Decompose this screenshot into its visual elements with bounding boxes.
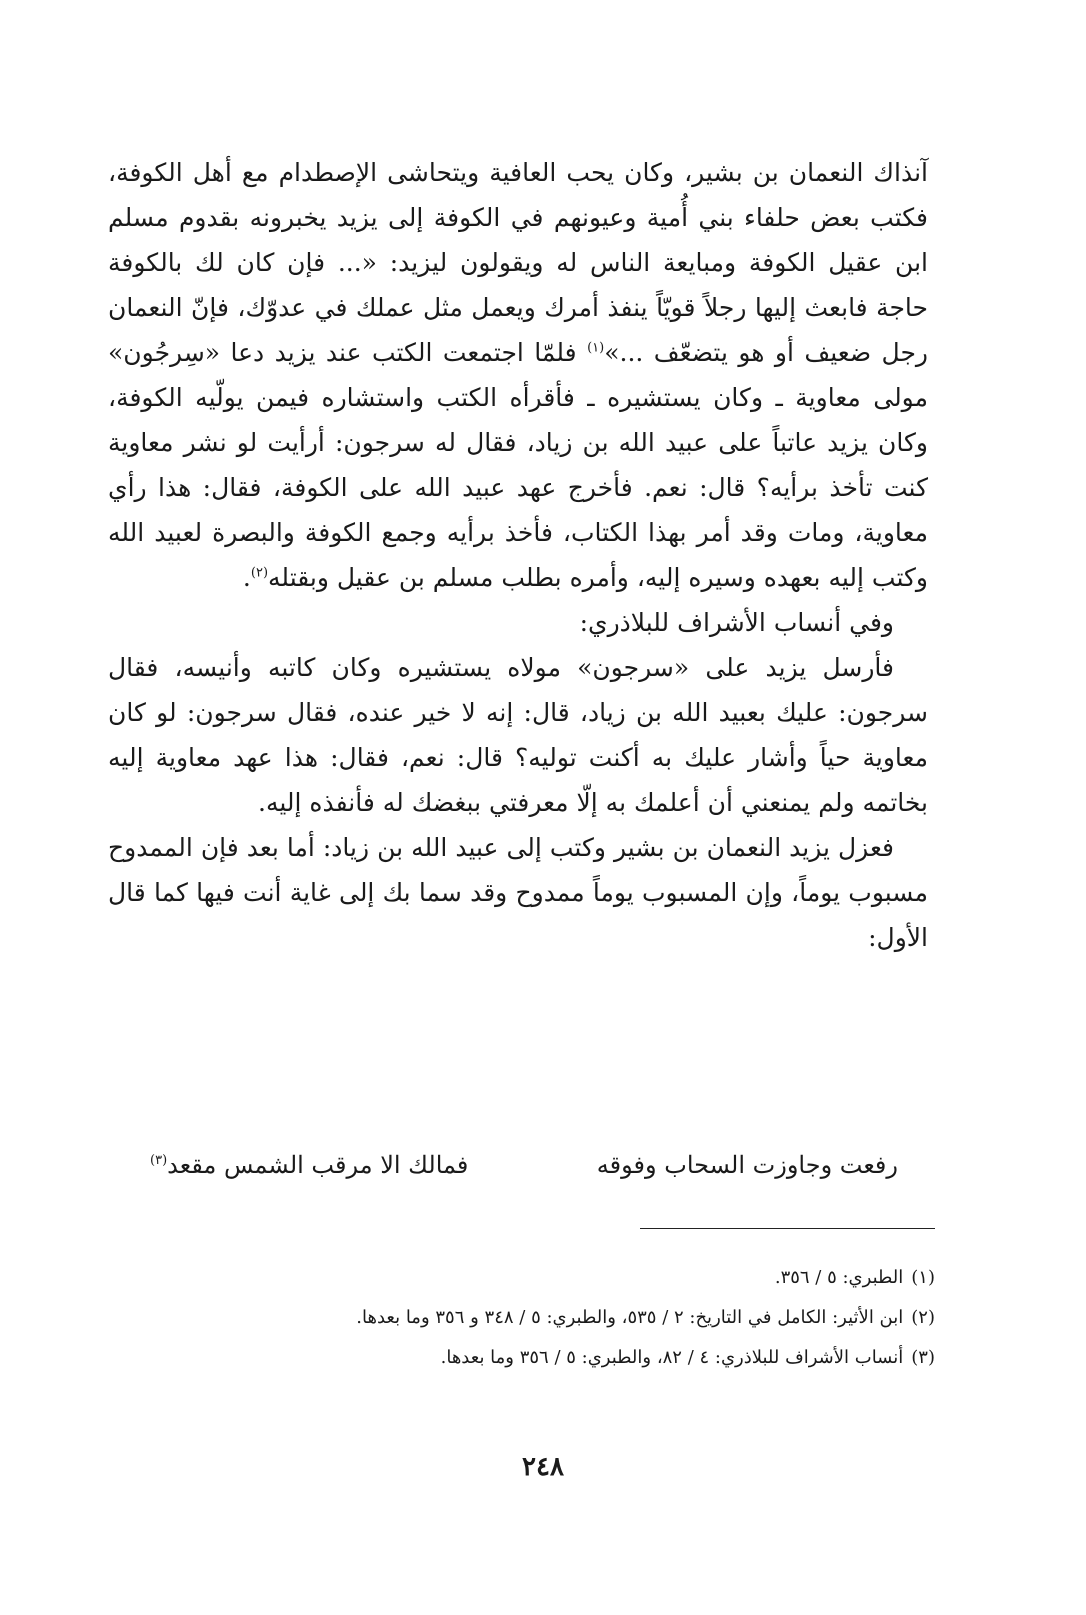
- footnote-3-number: (٣): [911, 1347, 935, 1368]
- footnote-1-number: (١): [911, 1267, 935, 1288]
- paragraph-2: وفي أنساب الأشراف للبلاذري:: [579, 608, 894, 637]
- verse-hemistich-2: [150, 1140, 468, 1190]
- footnote-ref-2: (٢): [250, 565, 269, 581]
- paragraph-1-end: .: [242, 563, 251, 592]
- verse-hemistich-2-text: فمالك الا مرقب الشمس مقعد: [167, 1151, 469, 1179]
- footnote-2-number: (٢): [911, 1307, 935, 1328]
- paragraph-1-text: آنذاك النعمان بن بشير، وكان يحب العافية ويتحاشى الإصطدام مع أهل الكوفة، فكتب بعض حلفاء بني أُمية وعيونهم في الكوفة إلى يزيد يخبرونه بقدوم مسلم ابن عقيل الكوفة ومبايعة الناس له ويقولون ليزيد: «... فإن كان لك بالكوفة حاجة فابعث إليها رجلاً قويّاً ينفذ أمرك ويعمل مثل عملك في عدوّك، فإنّ النعمان رجل ضعيف أو هو يتضعّف ...»: [108, 158, 928, 367]
- paragraph-3: فأرسل يزيد على «سرجون» مولاه يستشيره وكان كاتبه وأنيسه، فقال سرجون: عليك بعبيد الله بن زياد، قال: إنه لا خير عنده، فقال سرجون: لو كان معاوية حياً وأشار عليك به أكنت توليه؟ قال: نعم، فقال: هذا عهد معاوية إليه بخاتمه ولم يمنعني أن أعلمك به إلّا معرفتي ببغضك له فأنفذه إليه.: [108, 653, 928, 817]
- footnote-1-text: الطبري: ٥ / ٣٥٦.: [774, 1267, 904, 1288]
- footnote-2: [150, 1298, 935, 1338]
- verse-hemistich-1: رفعت وجاوزت السحاب وفوقه: [596, 1151, 898, 1179]
- footnote-3-text: أنساب الأشراف للبلاذري: ٤ / ٨٢، والطبري: ٥ / ٣٥٦ وما بعدها.: [440, 1347, 904, 1368]
- page-number: ٢٤٨: [522, 1452, 564, 1482]
- footnote-ref-3: (٣): [150, 1153, 168, 1168]
- paragraph-1: [108, 150, 928, 600]
- footnote-ref-1: (١): [587, 340, 605, 356]
- paragraph-1-continuation: فلمّا اجتمعت الكتب عند يزيد دعا «سِرجُون» مولى معاوية ـ وكان يستشيره ـ فأقرأه الكتب واستشاره فيمن يولّيه الكوفة، وكان يزيد عاتباً على عبيد الله بن زياد، فقال له سرجون: أرأيت لو نشر معاوية كنت تأخذ برأيه؟ قال: نعم. فأخرج عهد عبيد الله على الكوفة، فقال: هذا رأي معاوية، ومات وقد أمر بهذا الكتاب، فأخذ برأيه وجمع الكوفة والبصرة لعبيد الله وكتب إليه بعهده وسيره إليه، وأمره بطلب مسلم بن عقيل وبقتله: [108, 338, 928, 592]
- footnote-3: [150, 1338, 935, 1378]
- main-text-body: [108, 150, 928, 960]
- footnote-divider: [640, 1228, 935, 1229]
- footnote-1: [150, 1258, 935, 1298]
- footnotes-section: [150, 1258, 935, 1378]
- poetry-verse: [130, 1140, 930, 1190]
- paragraph-4: فعزل يزيد النعمان بن بشير وكتب إلى عبيد الله بن زياد: أما بعد فإن الممدوح مسبوب يوماً، وإن المسبوب يوماً ممدوح وقد سما بك إلى غاية أنت فيها كما قال الأول:: [108, 833, 928, 952]
- footnote-2-text: ابن الأثير: الكامل في التاريخ: ٢ / ٥٣٥، والطبري: ٥ / ٣٤٨ و ٣٥٦ وما بعدها.: [356, 1307, 904, 1328]
